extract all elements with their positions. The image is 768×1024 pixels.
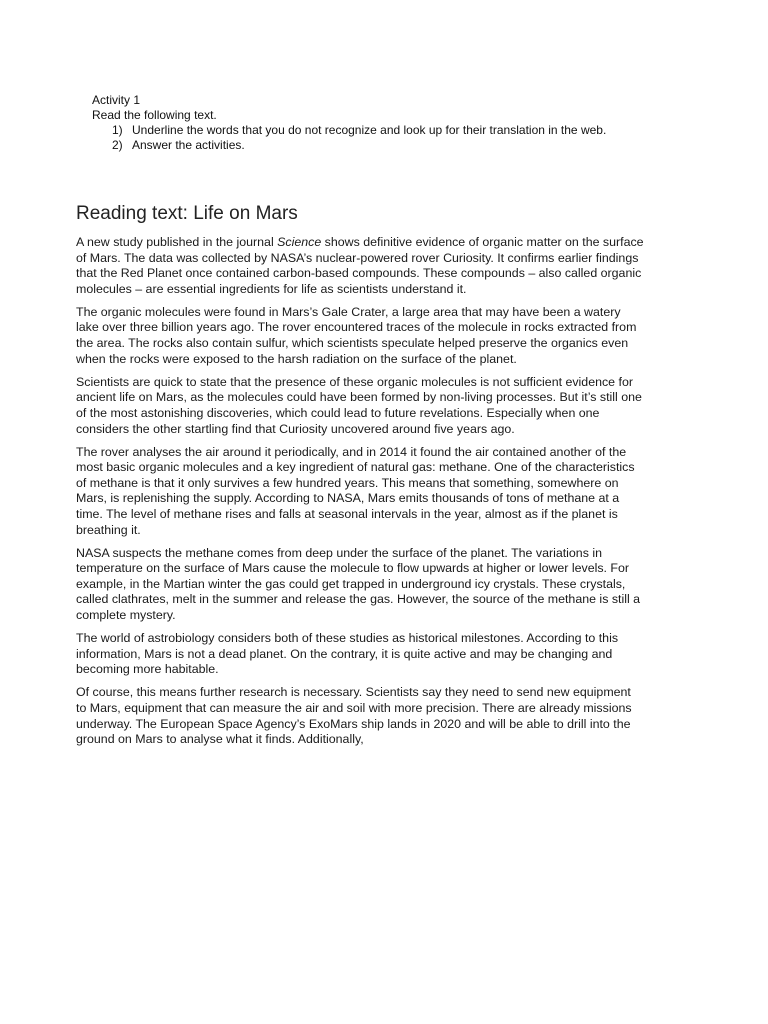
paragraph-1-lead: A new study published in the journal — [76, 235, 278, 249]
list-item-text: Underline the words that you do not recognize and look up for their translation in the web. — [132, 123, 607, 137]
activity-section — [76, 93, 644, 153]
list-item — [112, 123, 644, 138]
activity-title: Activity 1 — [92, 93, 141, 107]
paragraph-1 — [76, 235, 644, 297]
list-item-number: 1) — [112, 123, 123, 137]
paragraph-2: The organic molecules were found in Mars’s Gale Crater, a large area that may have been a watery lake over three billion years ago. The rover encountered traces of the molecule in rocks extracted from the area. The rocks also contain sulfur, which scientists speculate helped preserve the organics even when the rocks were exposed to the harsh radiation on the surface of the planet. — [76, 304, 637, 366]
reading-title: Reading text: Life on Mars — [76, 203, 298, 224]
document-page — [76, 93, 644, 755]
paragraph-6: The world of astrobiology considers both of these studies as historical milestones. According to this information, Mars is not a dead planet. On the contrary, it is quite active and may be changing and becoming more habitable. — [76, 631, 619, 677]
paragraph-1-rest: shows definitive evidence of organic matter on the surface of Mars. The data was collected by NASA’s nuclear-powered rover Curiosity. It confirms earlier findings that the Red Planet once contained carbon-based compounds. These compounds – also called organic molecules – are essential ingredients for life as scientists understand it. — [76, 235, 644, 296]
activity-list — [76, 123, 644, 153]
list-item-number: 2) — [112, 138, 123, 152]
paragraph-5: NASA suspects the methane comes from deep under the surface of the planet. The variations in temperature on the surface of Mars cause the molecule to flow upwards at higher or lower levels. For example, in the Martian winter the gas could get trapped in underground icy crystals. These crystals, called clathrates, melt in the summer and release the gas. However, the source of the methane is still a complete mystery. — [76, 545, 641, 623]
journal-name: Science — [277, 235, 322, 249]
list-item-text: Answer the activities. — [132, 138, 245, 152]
activity-instruction: Read the following text. — [92, 108, 217, 122]
paragraph-4: The rover analyses the air around it periodically, and in 2014 it found the air contained another of the most basic organic molecules and a key ingredient of natural gas: methane. One of the characteristics of methane is that it only survives a few hundred years. This means that something, somewhere on Mars, is replenishing the supply. According to NASA, Mars emits thousands of tons of methane at a time. The level of methane rises and falls at seasonal intervals in the year, almost as if the planet is breathing it. — [76, 444, 635, 537]
list-item — [112, 138, 644, 153]
paragraph-7: Of course, this means further research is necessary. Scientists say they need to send new equipment to Mars, equipment that can measure the air and soil with more precision. There are already missions underway. The European Space Agency’s ExoMars ship lands in 2020 and will be able to drill into the ground on Mars to analyse what it finds. Additionally, — [76, 685, 632, 747]
paragraph-3: Scientists are quick to state that the presence of these organic molecules is not sufficient evidence for ancient life on Mars, as the molecules could have been formed by non-living processes. But it’s still one of the most astonishing discoveries, which could lead to future revelations. Especially when one considers the other startling find that Curiosity uncovered around five years ago. — [76, 374, 642, 436]
